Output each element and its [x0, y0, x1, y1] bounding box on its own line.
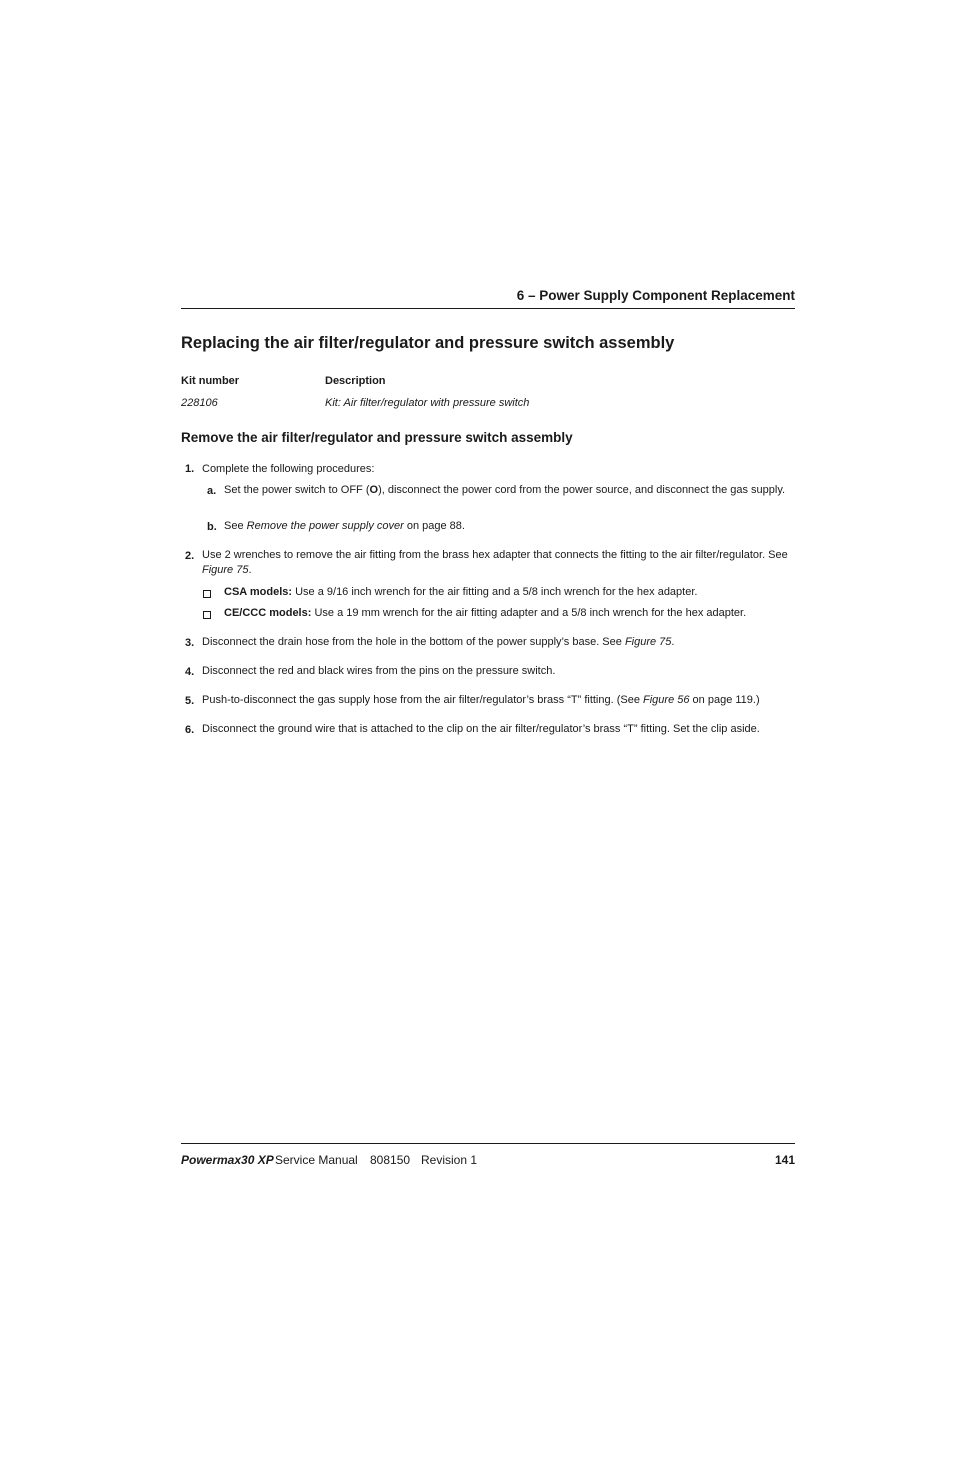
- section-title: Replacing the air filter/regulator and pressure switch assembly: [181, 334, 675, 352]
- header-rule: [181, 308, 795, 309]
- manual-type: Service Manual: [275, 1153, 358, 1167]
- revision: Revision 1: [421, 1153, 478, 1167]
- page-number: 141: [774, 1153, 795, 1167]
- bullet-text: CSA models: Use a 9/16 inch wrench for the air fitting and a 5/8 inch wrench for the hex adapter.: [224, 586, 698, 598]
- bullet-text: CE/CCC models: Use a 19 mm wrench for the air fitting adapter and a 5/8 inch wrench for the hex adapter.: [224, 607, 747, 619]
- substep-label: a.: [207, 485, 217, 497]
- step-text: Push-to-disconnect the gas supply hose from the air filter/regulator’s brass “T” fitting. (See Figure 56 on page 119.): [202, 694, 760, 706]
- product-name: Powermax30 XP: [181, 1153, 274, 1167]
- checkbox-bullet-icon: [203, 611, 211, 619]
- substep-text: See Remove the power supply cover on page 88.: [224, 520, 465, 532]
- step-number: 6.: [185, 724, 195, 736]
- footer-rule: [181, 1143, 795, 1144]
- step-number: 2.: [185, 550, 195, 562]
- step-text: Use 2 wrenches to remove the air fitting from the brass hex adapter that connects the fitting to the air filter/regulator. See Figure 75.: [202, 549, 788, 576]
- substep-label: b.: [207, 521, 217, 533]
- description-cell: Kit: Air filter/regulator with pressure switch: [325, 397, 530, 409]
- step-text: Disconnect the ground wire that is attached to the clip on the air filter/regulator’s brass “T” fitting. Set the clip aside.: [202, 723, 760, 735]
- step-text: Disconnect the drain hose from the hole in the bottom of the power supply’s base. See Figure 75.: [202, 636, 675, 648]
- substep-text: Set the power switch to OFF (O), disconnect the power cord from the power source, and disconnect the gas supply.: [224, 484, 786, 496]
- description-header: Description: [325, 375, 386, 387]
- step-number: 4.: [185, 666, 195, 678]
- step-number: 5.: [185, 695, 195, 707]
- kit-number-cell: 228106: [181, 397, 218, 409]
- step-text: Complete the following procedures:: [202, 463, 375, 475]
- step-number: 1.: [185, 463, 195, 475]
- subsection-title: Remove the air filter/regulator and pressure switch assembly: [181, 430, 573, 445]
- step-number: 3.: [185, 637, 195, 649]
- chapter-header: 6 – Power Supply Component Replacement: [516, 288, 795, 303]
- kit-number-header: Kit number: [181, 375, 240, 387]
- checkbox-bullet-icon: [203, 590, 211, 598]
- step-text: Disconnect the red and black wires from the pins on the pressure switch.: [202, 665, 556, 677]
- manual-number: 808150: [370, 1153, 411, 1167]
